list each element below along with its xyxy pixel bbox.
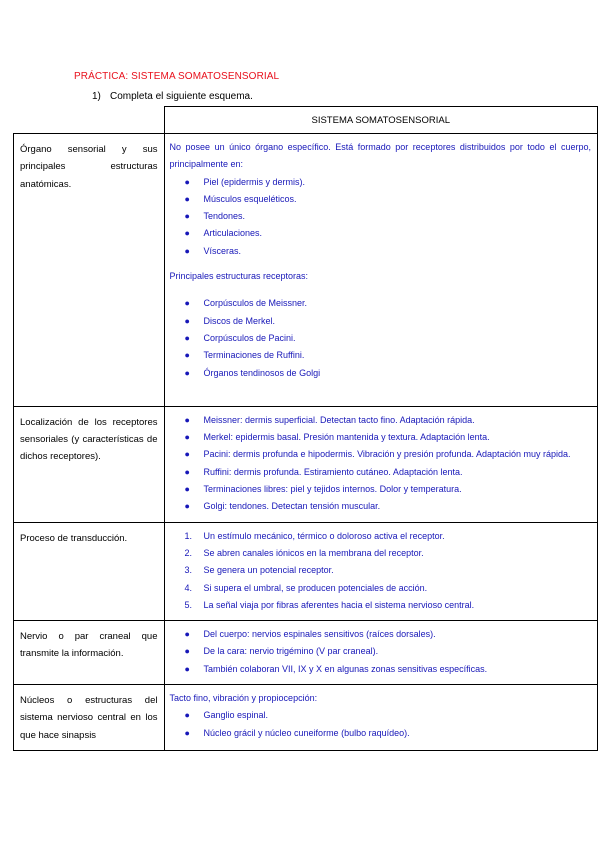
list-item-text: Ganglio espinal. xyxy=(203,710,269,721)
row-content xyxy=(164,685,598,751)
bullet-icon: ● xyxy=(184,228,190,239)
bullet-list xyxy=(170,707,592,742)
row-subheading: Principales estructuras receptoras: xyxy=(169,271,309,282)
list-item xyxy=(170,498,592,515)
list-item-text: Meissner: dermis superficial. Detectan tacto fino. Adaptación rápida. xyxy=(203,414,475,425)
list-item-text: Discos de Merkel. xyxy=(203,315,276,326)
list-item xyxy=(170,225,592,242)
row-label: Localización de los receptores sensoriales (y características de dichos receptores). xyxy=(14,406,165,522)
list-item-text: Terminaciones libres: piel y tejidos internos. Dolor y temperatura. xyxy=(203,484,462,495)
row-content xyxy=(164,406,598,522)
list-item-text: Núcleo grácil y núcleo cuneiforme (bulbo raquídeo). xyxy=(203,727,410,738)
list-item-text: Corpúsculos de Pacini. xyxy=(203,332,296,343)
list-item: 2. Se abren canales iónicos en la membrana del receptor. xyxy=(184,547,424,558)
bullet-icon: ● xyxy=(184,350,190,361)
list-item-text: De la cara: nervio trigémino (V par craneal). xyxy=(203,646,379,657)
list-item-text: Golgi: tendones. Detectan tensión muscular. xyxy=(203,501,381,512)
list-item xyxy=(170,725,592,742)
list-item xyxy=(170,330,592,347)
bullet-list xyxy=(170,626,592,678)
list-item xyxy=(170,412,592,429)
table-row xyxy=(14,134,598,407)
row-label: Proceso de transducción. xyxy=(14,522,165,620)
row-label: Órgano sensorial y sus principales estructuras anatómicas. xyxy=(14,134,165,407)
list-item: 5. La señal viaja por fibras aferentes hacia el sistema nervioso central. xyxy=(184,599,475,610)
bullet-icon: ● xyxy=(184,193,190,204)
bullet-icon: ● xyxy=(184,449,190,460)
list-item-text: Un estímulo mecánico, térmico o doloroso activa el receptor. xyxy=(203,530,445,541)
row-label: Nervio o par craneal que transmite la información. xyxy=(14,621,165,685)
list-item xyxy=(170,464,592,481)
list-item-text: Pacini: dermis profunda e hipodermis. Vibración y presión profunda. Adaptación muy rápida. xyxy=(203,449,571,460)
page-title: PRÁCTICA: SISTEMA SOMATOSENSORIAL xyxy=(74,71,280,82)
bullet-icon: ● xyxy=(184,176,190,187)
list-item-text: Tendones. xyxy=(203,211,246,222)
list-item-text: Articulaciones. xyxy=(203,228,263,239)
bullet-icon: ● xyxy=(184,211,190,222)
list-item xyxy=(170,626,592,643)
list-item xyxy=(170,481,592,498)
bullet-icon: ● xyxy=(184,663,190,674)
row-intro: No posee un único órgano específico. Está formado por receptores distribuidos por todo el cuerpo, principalmente en: xyxy=(169,142,591,170)
list-item-text: Terminaciones de Ruffini. xyxy=(203,350,305,361)
instruction-number: 1) xyxy=(92,91,101,102)
header-empty-cell xyxy=(14,107,165,134)
list-item xyxy=(170,446,592,463)
bullet-icon: ● xyxy=(184,646,190,657)
list-item xyxy=(170,243,592,260)
list-item-text: Merkel: epidermis basal. Presión mantenida y textura. Adaptación lenta. xyxy=(203,432,490,443)
list-item-text: Del cuerpo: nervios espinales sensitivos (raíces dorsales). xyxy=(203,629,436,640)
table-header-row xyxy=(14,107,598,134)
list-item xyxy=(170,313,592,330)
list-item: 4. Si supera el umbral, se producen potenciales de acción. xyxy=(184,582,428,593)
list-item-text: Piel (epidermis y dermis). xyxy=(203,176,306,187)
list-item: 3. Se genera un potencial receptor. xyxy=(184,565,334,576)
row-content xyxy=(164,522,598,620)
row-label: Núcleos o estructuras del sistema nervioso central en los que hace sinapsis xyxy=(14,685,165,751)
bullet-icon: ● xyxy=(184,727,190,738)
bullet-icon: ● xyxy=(184,245,190,256)
list-item-text: Si supera el umbral, se producen potenciales de acción. xyxy=(203,582,428,593)
list-item xyxy=(170,429,592,446)
bullet-icon: ● xyxy=(184,367,190,378)
list-item xyxy=(170,347,592,364)
bullet-icon: ● xyxy=(184,298,190,309)
list-item xyxy=(170,661,592,678)
instruction-text: Completa el siguiente esquema. xyxy=(110,91,253,102)
table-row xyxy=(14,621,598,685)
table-header: SISTEMA SOMATOSENSORIAL xyxy=(164,107,598,134)
row-intro: Tacto fino, vibración y propiocepción: xyxy=(169,693,318,704)
numbered-list xyxy=(170,528,592,614)
bullet-list xyxy=(170,295,592,381)
bullet-icon: ● xyxy=(184,432,190,443)
row-content xyxy=(164,621,598,685)
bullet-icon: ● xyxy=(184,484,190,495)
list-item xyxy=(170,174,592,191)
list-item xyxy=(170,191,592,208)
list-item: 1. Un estímulo mecánico, térmico o doloroso activa el receptor. xyxy=(184,530,445,541)
list-item xyxy=(170,643,592,660)
list-item-text: La señal viaja por fibras aferentes hacia el sistema nervioso central. xyxy=(203,599,475,610)
list-item-text: Vísceras. xyxy=(203,245,242,256)
bullet-icon: ● xyxy=(184,629,190,640)
list-item-text: Ruffini: dermis profunda. Estiramiento cutáneo. Adaptación lenta. xyxy=(203,466,463,477)
list-item xyxy=(170,707,592,724)
table-row xyxy=(14,685,598,751)
bullet-icon: ● xyxy=(184,332,190,343)
bullet-list xyxy=(170,174,592,260)
list-item-text: Órganos tendinosos de Golgi xyxy=(203,367,321,378)
table-row xyxy=(14,522,598,620)
schema-table xyxy=(13,106,598,751)
bullet-icon: ● xyxy=(184,501,190,512)
bullet-list xyxy=(170,412,592,516)
list-item-text: Se abren canales iónicos en la membrana del receptor. xyxy=(203,547,424,558)
instruction xyxy=(92,91,253,102)
list-item-text: Se genera un potencial receptor. xyxy=(203,565,334,576)
list-item xyxy=(170,365,592,382)
list-item xyxy=(170,208,592,225)
row-content xyxy=(164,134,598,407)
list-item-text: Corpúsculos de Meissner. xyxy=(203,298,308,309)
bullet-icon: ● xyxy=(184,315,190,326)
list-item-text: También colaboran VII, IX y X en algunas zonas sensitivas específicas. xyxy=(203,663,488,674)
list-item-text: Músculos esqueléticos. xyxy=(203,193,297,204)
bullet-icon: ● xyxy=(184,466,190,477)
bullet-icon: ● xyxy=(184,414,190,425)
table-row xyxy=(14,406,598,522)
bullet-icon: ● xyxy=(184,710,190,721)
list-item xyxy=(170,295,592,312)
